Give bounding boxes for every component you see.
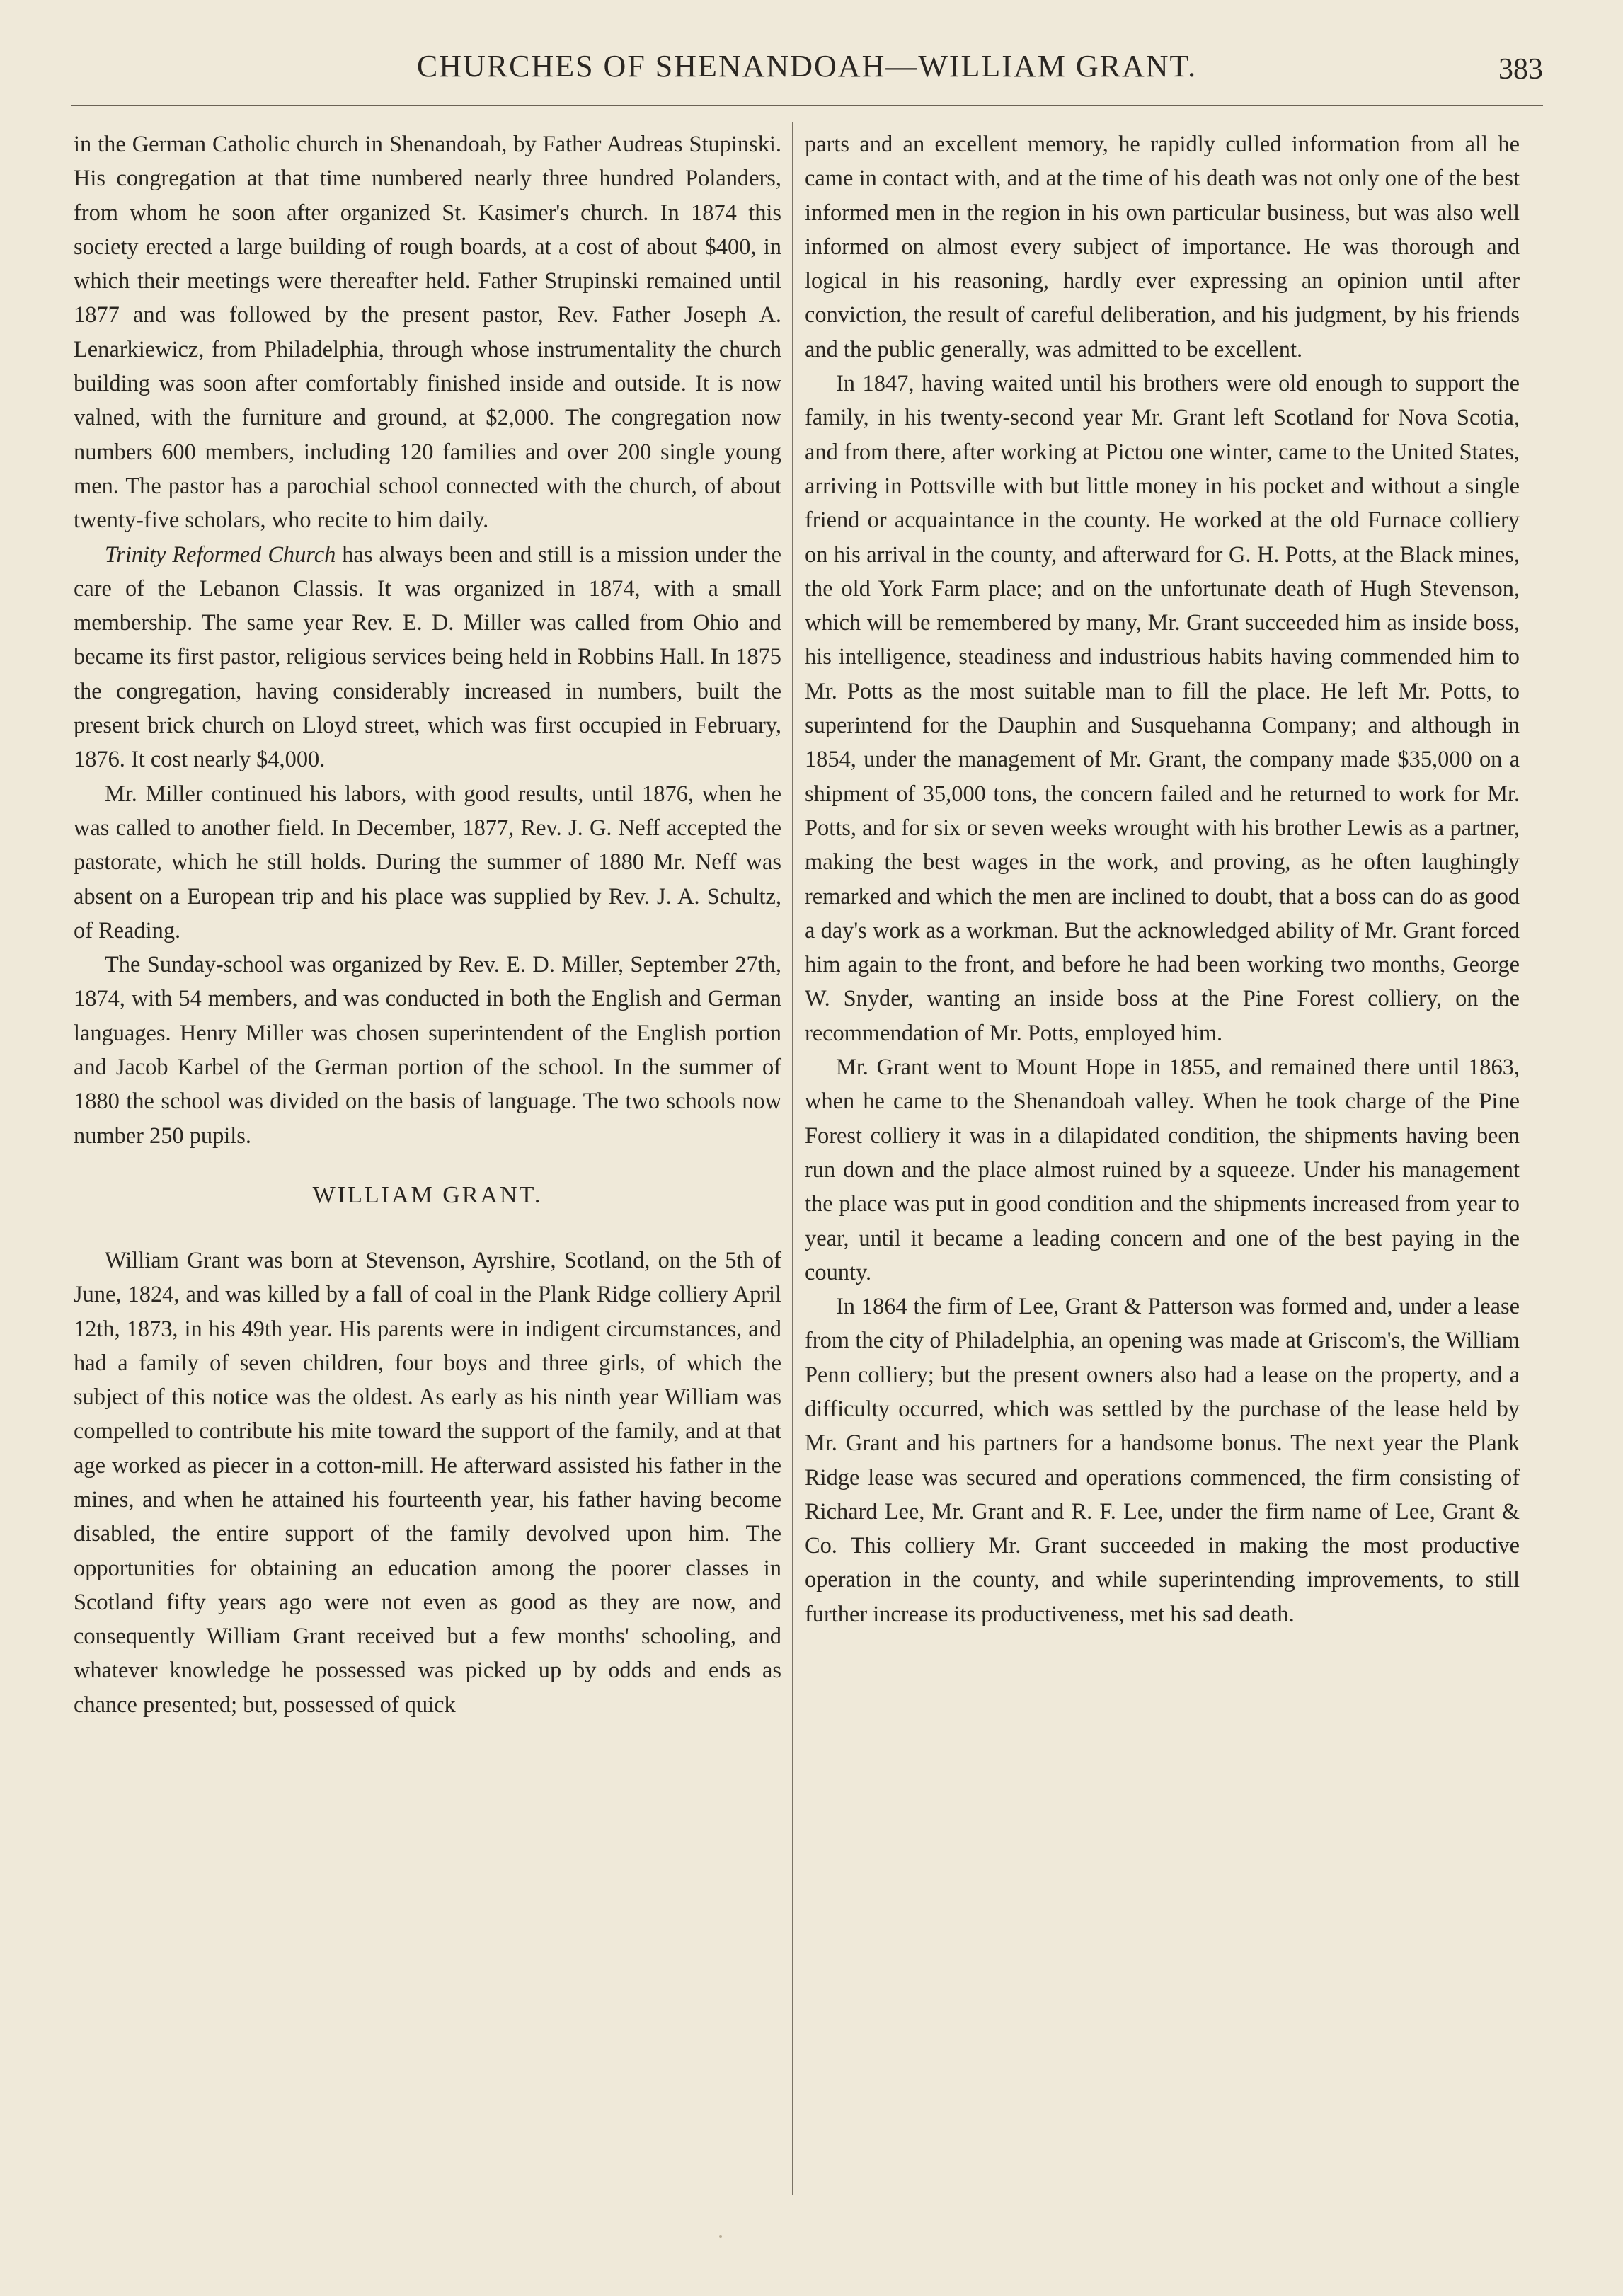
paper-speck (719, 2235, 722, 2238)
running-head: CHURCHES OF SHENANDOAH—WILLIAM GRANT. (416, 49, 1198, 84)
header-rule (71, 105, 1543, 106)
paragraph-grant-early-life: William Grant was born at Stevenson, Ayrshire, Scotland, on the 5th of June, 1824, and was killed by a fall of coal in the Plank Ridge colliery April 12th, 1873, in his 49th year. His parents were in indigent circumstances, and had a family of seven children, four boys and three girls, of which the subject of this notice was the oldest. As early as his ninth year William was compelled to contribute his mite toward the support of the family, and at that age worked as piecer in a cotton-mill. He afterward assisted his father in the mines, and when he attained his fourteenth year, his father having become disabled, the entire support of the family devolved upon him. The opportunities for obtaining an education among the poorer classes in Scotland fifty years ago were not even as good as they are now, and consequently William Grant received but a few months' schooling, and whatever knowledge he possessed was picked up by odds and ends as chance presented; but, possessed of quick (74, 1247, 781, 1718)
section-heading-william-grant: WILLIAM GRANT. (312, 1181, 543, 1208)
paragraph-lee-grant-firm: In 1864 the firm of Lee, Grant & Patterson was formed and, under a lease from the city of Philadelphia, an opening was made at Griscom's, the William Penn colliery; but the present owners also had a lease on the property, and a difficulty occurred, which was settled by the purchase of the lease held by Mr. Grant and his partners for a handsome bonus. The next year the Plank Ridge lease was secured and operations commenced, the firm consisting of Richard Lee, Mr. Grant and R. F. Lee, under the firm name of Lee, Grant & Co. This colliery Mr. Grant succeeded in making the most productive operation in the county, and while superintending improvements, to still further increase its productiveness, met his sad death. (805, 1294, 1520, 1627)
paragraph-grant-character: parts and an excellent memory, he rapidly culled information from all he came in contact with, and at the time of his death was not only one of the best informed men in the region in his own particular business, but was also well informed on almost every subject of importance. He was thorough and logical in his reasoning, hardly ever expressing an opinion until after conviction, the result of careful deliberation, and his judgment, by his friends and the public generally, was admitted to be excellent. (805, 132, 1520, 362)
paragraph-miller-pastorate: Mr. Miller continued his labors, with good results, until 1876, when he was called to another field. In December, 1877, Rev. J. G. Neff accepted the pastorate, which he still holds. During the summer of 1880 Mr. Neff was absent on a European trip and his place was supplied by Rev. J. A. Schultz, of Reading. (74, 781, 781, 943)
paragraph-sunday-school: The Sunday-school was organized by Rev. E. D. Miller, September 27th, 1874, with 54 members, and was conducted in both the English and German languages. Henry Miller was chosen superintendent of the English portion and Jacob Karbel of the German portion of the school. In the summer of 1880 the school was divided on the basis of language. The two schools now number 250 pupils. (74, 952, 781, 1149)
paragraph-trinity-text: has always been and still is a mission under the care of the Lebanon Classis. It was organized in 1874, with a small membership. The same year Rev. E. D. Miller was called from Ohio and became its first pastor, religious services being held in Robbins Hall. In 1875 the congregation, having considerably increased in numbers, built the present brick church on Lloyd street, which was first occupied in February, 1876. It cost nearly $4,000. (74, 541, 781, 773)
page-number: 383 (1498, 53, 1543, 86)
paragraph-grant-emigration: In 1847, having waited until his brothers were old enough to support the family, in his twenty-second year Mr. Grant left Scotland for Nova Scotia, and from there, after working at Pictou one winter, came to the United States, arriving in Pottsville with but little money in his pocket and without a single friend or acquaintance in the county. He worked at the old Furnace colliery on his arrival in the county, and afterward for G. H. Potts, at the Black mines, the old York Farm place; and on the unfortunate death of Hugh Stevenson, which will be remembered by many, Mr. Grant succeeded him as inside boss, his intelligence, steadiness and industrious habits having commended him to Mr. Potts as the most suitable man to fill the place. He left Mr. Potts, to superintend for the Dauphin and Susquehanna Company; and although in 1854, under the management of Mr. Grant, the company made $35,000 on a shipment of 35,000 tons, the concern failed and he returned to work for Mr. Potts, and for six or seven weeks wrought with his brother Lewis as a partner, making the best wages in the work, and proving, as he often laughingly remarked and which the men are inclined to doubt, that a boss can do as good a day's work as a workman. But the acknowledged ability of Mr. Grant forced him again to the front, and before he had been working two months, George W. Snyder, wanting an inside boss at the Pine Forest colliery, on the recommendation of Mr. Potts, employed him. (805, 371, 1520, 1046)
church-name-italic: Trinity Reformed Church (105, 541, 336, 568)
paragraph-mount-hope: Mr. Grant went to Mount Hope in 1855, and remained there until 1863, when he came to the Shenandoah valley. When he took charge of the Pine Forest colliery it was in a dilapidated condition, the shipments having been run down and the place almost ruined by a squeeze. Under his management the place was put in good condition and the shipments increased from year to year, until it became a leading concern and one of the best paying in the county. (805, 1055, 1520, 1285)
page-header (71, 48, 1543, 105)
right-column (805, 127, 1520, 1631)
paragraph-trinity-reformed (74, 538, 781, 777)
column-divider (792, 122, 793, 2195)
paragraph-st-kasimer: in the German Catholic church in Shenandoah, by Father Audreas Stupinski. His congregation at that time numbered nearly three hundred Polanders, from whom he soon after organized St. Kasimer's church. In 1874 this society erected a large building of rough boards, at a cost of about $400, in which their meetings were thereafter held. Father Strupinski remained until 1877 and was followed by the present pastor, Rev. Father Joseph A. Lenarkiewicz, from Philadelphia, through whose instrumentality the church building was soon after comfortably finished inside and outside. It is now valned, with the furniture and ground, at $2,000. The congregation now numbers 600 members, including 120 families and over 200 single young men. The pastor has a parochial school connected with the church, of about twenty-five scholars, who recite to him daily. (74, 132, 781, 534)
left-column (74, 127, 781, 1722)
